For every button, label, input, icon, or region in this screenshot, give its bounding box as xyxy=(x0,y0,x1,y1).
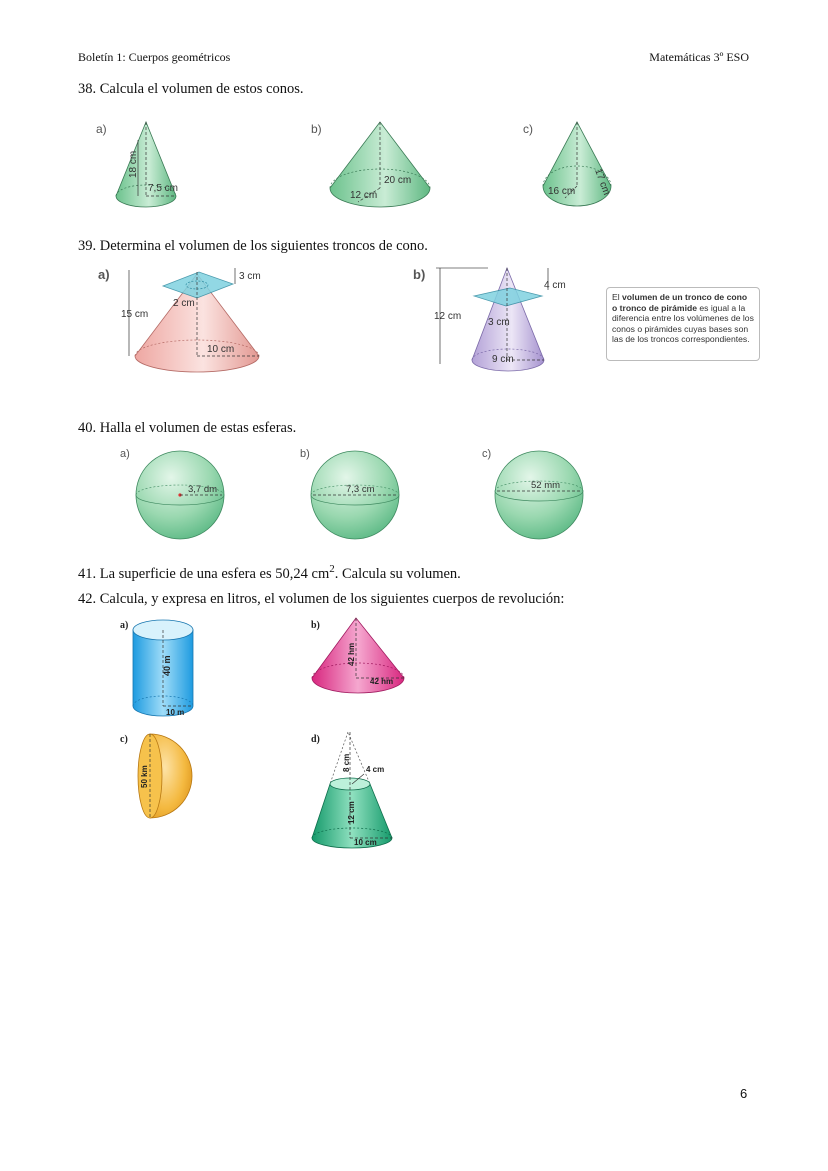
frustum-39a-radius: 10 cm xyxy=(207,344,235,355)
cone-38a-height: 18 cm xyxy=(128,150,139,178)
cone-42b xyxy=(308,614,408,696)
sphere-40b xyxy=(310,447,410,543)
cylinder-42a-radius: 10 m xyxy=(166,708,185,717)
frustum-39b-height: 12 cm xyxy=(434,311,462,322)
question-39: 39. Determina el volumen de los siguientes troncos de cono. xyxy=(78,238,428,254)
q39-a-label: a) xyxy=(98,267,110,282)
frustum-39b-top-height: 4 cm xyxy=(544,280,566,291)
frustum-39a-top-radius: 2 cm xyxy=(173,298,195,309)
frustum-39b-top-radius: 3 cm xyxy=(488,317,510,328)
cylinder-42a xyxy=(128,614,198,722)
frustum-42d-height: 12 cm xyxy=(347,801,356,824)
frustum-39b-radius: 9 cm xyxy=(492,354,514,365)
cone-38b-height: 20 cm xyxy=(384,175,412,186)
frustum-39a-top-height: 3 cm xyxy=(239,271,261,282)
q39-b-label: b) xyxy=(413,267,426,282)
note-part-2: es igual a la diferencia entre los volúmenes de los conos o pirámides cuyas bases son las de los troncos correspondientes. xyxy=(612,302,754,345)
note-bold: volumen de un tronco de cono o tronco de pirámide xyxy=(612,292,748,313)
question-40: 40. Halla el volumen de estas esferas. xyxy=(78,420,297,436)
cone-38b-radius: 12 cm xyxy=(350,190,378,201)
cone-42b-height: 42 hm xyxy=(347,642,356,666)
cone-38c xyxy=(535,112,625,212)
cone-38a xyxy=(100,112,200,212)
q40-a-label: a) xyxy=(120,448,130,460)
q40-b-label: b) xyxy=(300,448,310,460)
frustum-42d xyxy=(308,728,408,852)
question-41 xyxy=(78,563,461,583)
frustum-39a xyxy=(115,262,275,384)
q42-c-label: c) xyxy=(120,734,128,745)
hemisphere-42c xyxy=(130,730,196,822)
cylinder-42a-height: 40 m xyxy=(162,655,172,676)
frustum-42d-top-radius: 4 cm xyxy=(366,765,385,774)
sphere-40a xyxy=(130,447,230,543)
q38-b-label: b) xyxy=(311,122,322,136)
sphere-40c xyxy=(494,447,594,543)
hemisphere-42c-diameter: 50 km xyxy=(140,765,149,788)
q40-c-label: c) xyxy=(482,448,492,460)
question-38: 38. Calcula el volumen de estos conos. xyxy=(78,81,304,97)
q41-text-end: . Calcula su volumen. xyxy=(334,565,461,582)
frustum-39a-height: 15 cm xyxy=(121,309,149,320)
sphere-40a-value: 3,7 dm xyxy=(188,484,218,495)
page-number: 6 xyxy=(740,1086,748,1101)
cone-38c-radius: 16 cm xyxy=(548,186,576,197)
q42-a-label: a) xyxy=(120,620,129,631)
note-part-1: El xyxy=(612,292,623,302)
frustum-42d-top-height: 8 cm xyxy=(342,753,351,772)
sphere-40b-value: 7,3 cm xyxy=(346,484,375,495)
cone-38b xyxy=(318,112,448,212)
q42-d-label: d) xyxy=(311,734,320,745)
header-right: Matemáticas 3º ESO xyxy=(649,50,749,64)
q42-b-label: b) xyxy=(311,620,320,631)
q38-a-label: a) xyxy=(96,122,107,136)
cone-38c-slant: 17 cm xyxy=(592,167,612,197)
cone-38a-radius: 7,5 cm xyxy=(148,183,179,194)
q38-c-label: c) xyxy=(523,122,533,136)
question-42: 42. Calcula, y expresa en litros, el volumen de los siguientes cuerpos de revolución: xyxy=(78,591,565,607)
header-left: Boletín 1: Cuerpos geométricos xyxy=(78,50,231,64)
q41-text: 41. La superficie de una esfera es 50,24 cm xyxy=(78,565,330,582)
sphere-40c-value: 52 mm xyxy=(531,480,561,491)
frustum-39b xyxy=(428,262,578,384)
frustum-volume-note xyxy=(606,287,760,361)
cone-42b-radius: 42 hm xyxy=(370,677,394,686)
q41-superscript: 2 xyxy=(329,563,335,575)
frustum-42d-radius: 10 cm xyxy=(354,838,377,847)
